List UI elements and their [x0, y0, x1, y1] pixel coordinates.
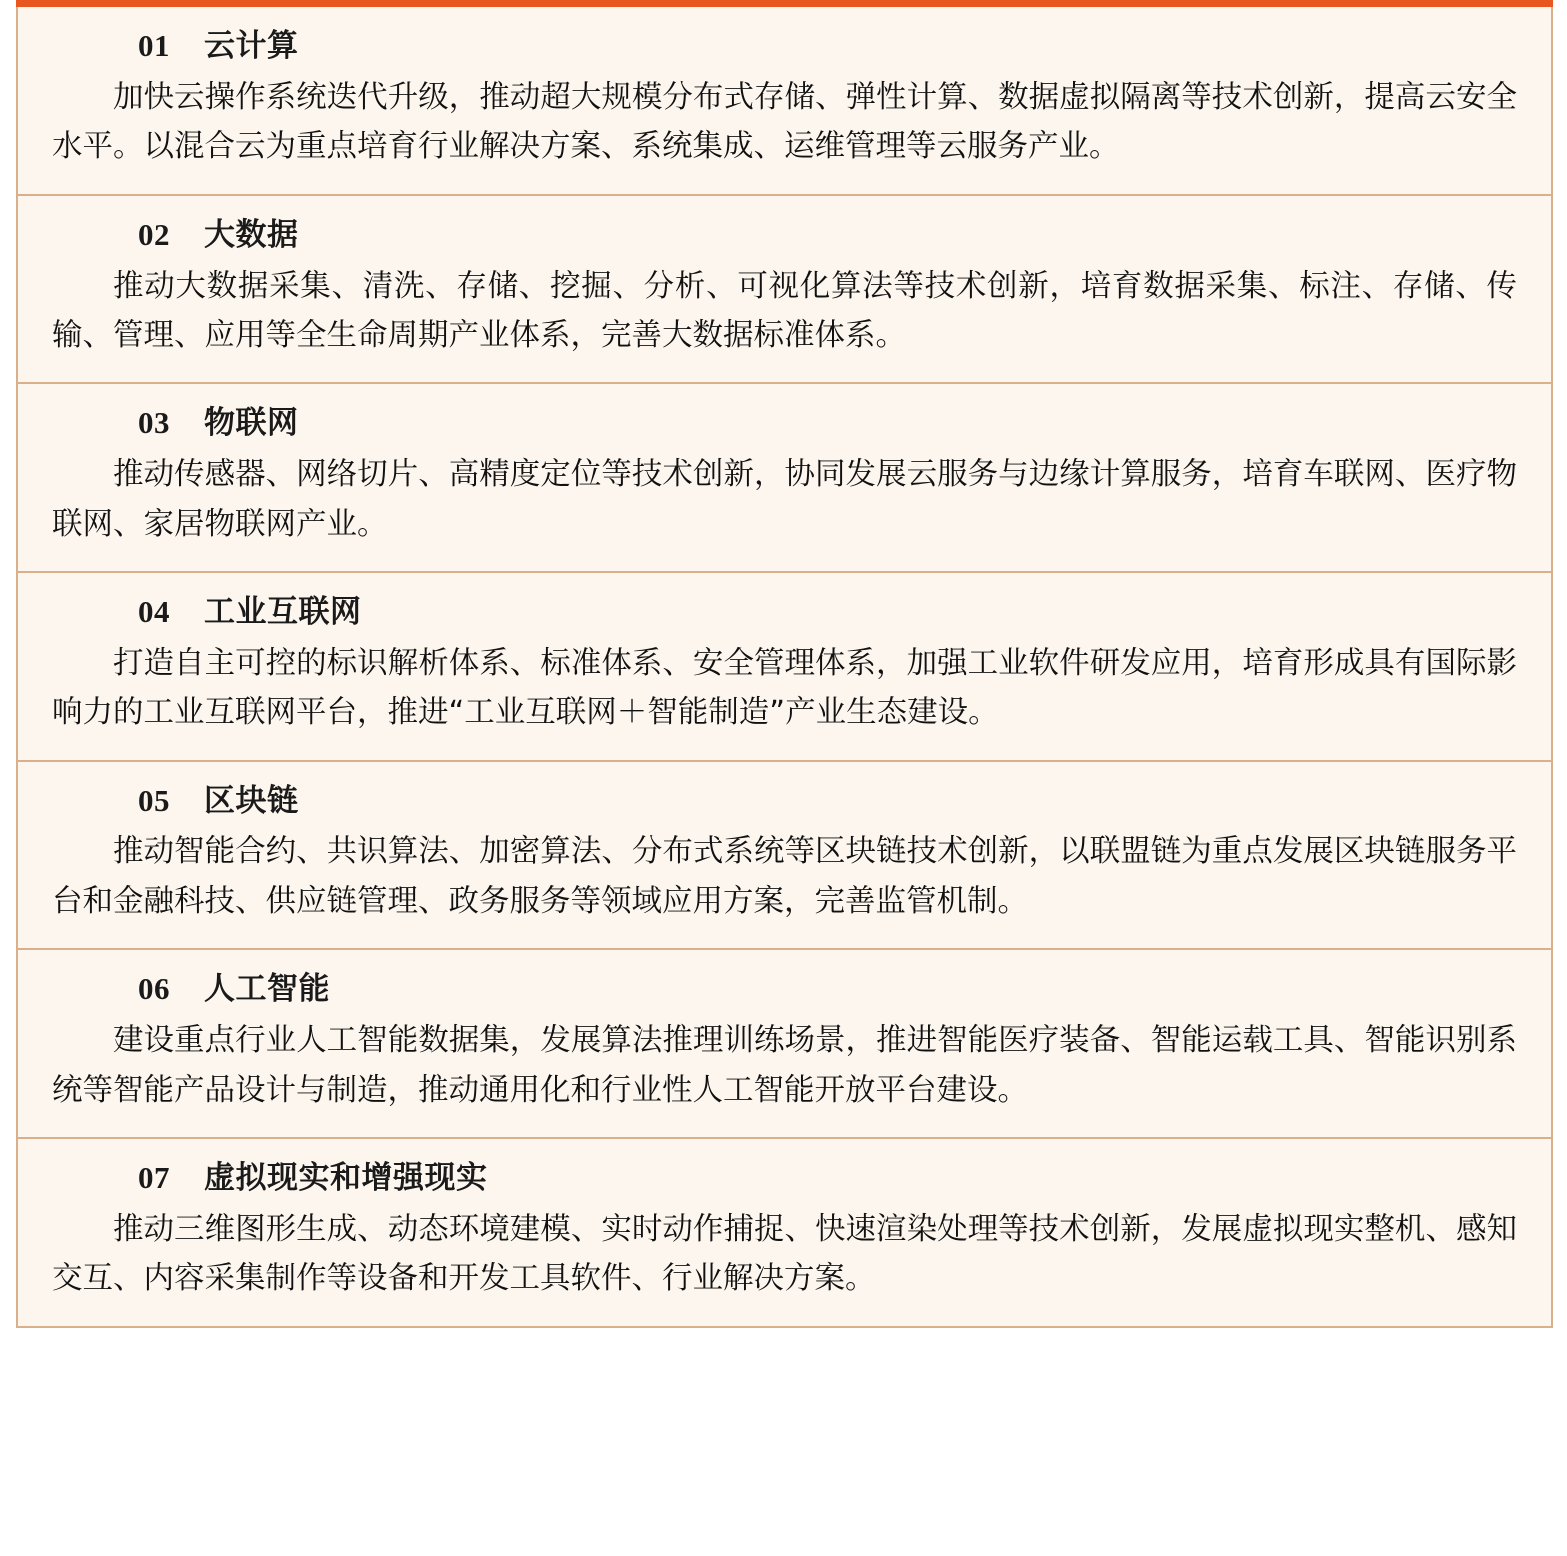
section-item: [16, 384, 1553, 573]
section-item: [16, 1139, 1553, 1328]
section-body: 加快云操作系统迭代升级，推动超大规模分布式存储、弹性计算、数据虚拟隔离等技术创新，提高云安全水平。以混合云为重点培育行业解决方案、系统集成、运维管理等云服务产业。: [52, 79, 1517, 165]
section-title: 物联网: [204, 405, 299, 441]
section-number: 05: [138, 782, 170, 818]
section-heading: [52, 25, 1517, 67]
section-body: 打造自主可控的标识解析体系、标准体系、安全管理体系，加强工业软件研发应用，培育形成具有国际影响力的工业互联网平台，推进“工业互联网＋智能制造”产业生态建设。: [52, 645, 1517, 731]
section-title: 大数据: [204, 216, 299, 252]
section-body: 推动智能合约、共识算法、加密算法、分布式系统等区块链技术创新，以联盟链为重点发展区块链服务平台和金融科技、供应链管理、政务服务等领域应用方案，完善监管机制。: [52, 834, 1517, 919]
section-heading: [52, 214, 1517, 256]
section-number: 04: [138, 593, 170, 629]
section-item: [16, 573, 1553, 762]
section-heading: [52, 402, 1517, 444]
section-title: 区块链: [204, 782, 299, 818]
section-heading: [52, 968, 1517, 1010]
top-accent-rule: [16, 0, 1553, 7]
section-heading: [52, 780, 1517, 822]
section-item: [16, 762, 1553, 951]
section-body: 推动传感器、网络切片、高精度定位等技术创新，协同发展云服务与边缘计算服务，培育车联网、医疗物联网、家居物联网产业。: [52, 457, 1517, 542]
section-number: 01: [138, 28, 170, 63]
section-number: 03: [138, 405, 170, 441]
section-number: 02: [138, 216, 170, 252]
section-heading: [52, 1157, 1517, 1199]
section-body: 推动三维图形生成、动态环境建模、实时动作捕捉、快速渲染处理等技术创新，发展虚拟现实整机、感知交互、内容采集制作等设备和开发工具软件、行业解决方案。: [52, 1211, 1517, 1297]
section-title: 云计算: [204, 28, 299, 63]
section-item: [16, 950, 1553, 1139]
section-title: 人工智能: [204, 971, 330, 1007]
section-body: 建设重点行业人工智能数据集，发展算法推理训练场景，推进智能医疗装备、智能运载工具、智能识别系统等智能产品设计与制造，推动通用化和行业性人工智能开放平台建设。: [52, 1023, 1517, 1108]
section-item: [16, 7, 1553, 196]
section-title: 虚拟现实和增强现实: [204, 1159, 488, 1195]
section-item: [16, 196, 1553, 385]
section-title: 工业互联网: [204, 593, 362, 629]
section-number: 07: [138, 1159, 170, 1195]
section-number: 06: [138, 971, 170, 1007]
section-body: 推动大数据采集、清洗、存储、挖掘、分析、可视化算法等技术创新，培育数据采集、标注、存储、传输、管理、应用等全生命周期产业体系，完善大数据标准体系。: [52, 268, 1517, 353]
section-heading: [52, 591, 1517, 633]
